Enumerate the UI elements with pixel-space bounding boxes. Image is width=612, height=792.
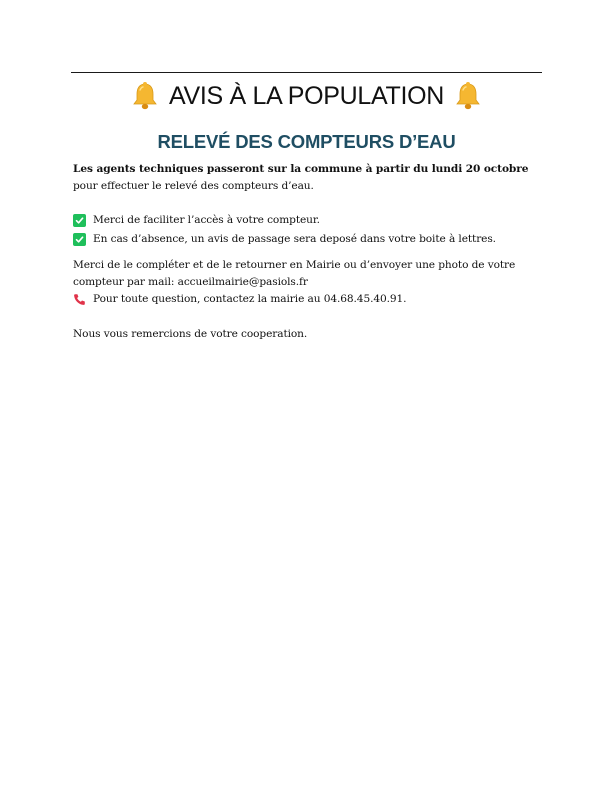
list-item-text: Merci de faciliter l’accès à votre compteur. [93,214,320,226]
list-item-text: En cas d’absence, un avis de passage sera deposé dans votre boite à lettres. [93,233,496,245]
list-item [73,231,543,248]
top-divider [71,72,542,73]
intro-paragraph [73,161,543,195]
check-icon [73,214,86,227]
subtitle: RELEVÉ DES COMPTEURS D’EAU [157,131,456,152]
bell-icon [454,81,482,111]
intro-text: pour effectuer le relevé des compteurs d’eau. [73,180,314,192]
intro-bold-text: Les agents techniques passeront sur la commune à partir du lundi 20 octobre [73,163,529,175]
list-item [73,212,543,229]
closing-paragraph: Nous vous remercions de votre cooperation. [73,328,308,340]
check-icon [73,233,86,246]
return-paragraph: Merci de le compléter et de le retourner en Mairie ou d’envoyer une photo de votre compteur par mail: accueilmairie@pasiols.fr [73,259,516,288]
title-row [71,79,542,113]
contact-line [73,291,543,308]
contact-text: Pour toute question, contactez la mairie au 04.68.45.40.91. [93,293,407,305]
page-title: AVIS À LA POPULATION [168,81,445,110]
phone-icon [73,293,86,306]
bell-icon [131,81,159,111]
